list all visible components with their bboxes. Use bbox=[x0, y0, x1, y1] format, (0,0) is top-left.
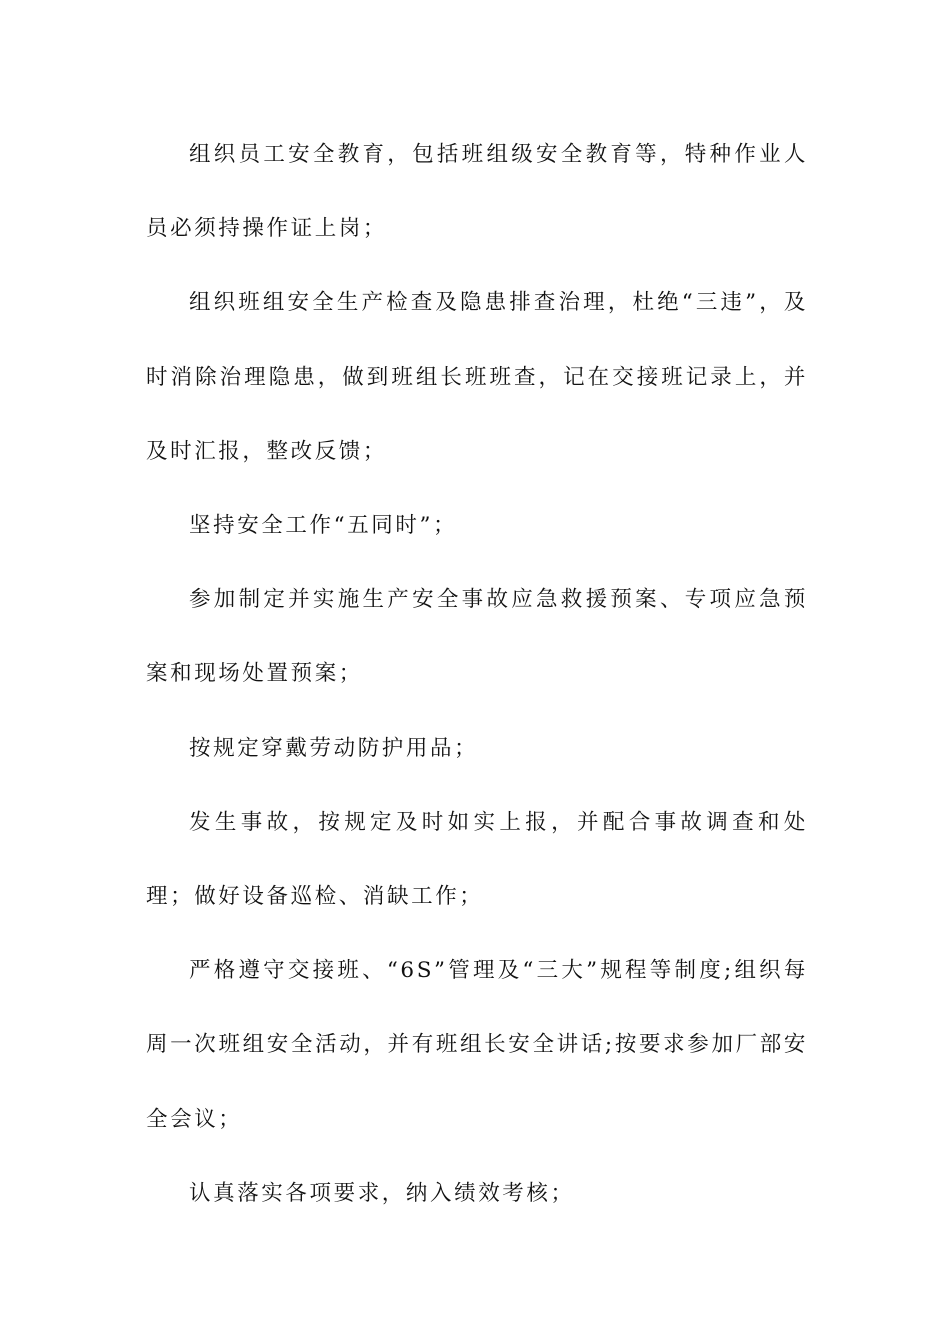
paragraph-performance-assessment: 认真落实各项要求，纳入绩效考核； bbox=[189, 1180, 575, 1206]
paragraph-shift-handover: 严格遵守交接班、“6S”管理及“三大”规程等制度;组织每周一次班组安全活动，并有班组长安全讲话;按要求参加厂部安全会议； bbox=[146, 958, 808, 1132]
paragraph-safety-inspection: 组织班组安全生产检查及隐患排查治理，杜绝“三违”，及时消除治理隐患，做到班组长班班查，记在交接班记录上，并及时汇报，整改反馈； bbox=[146, 290, 808, 464]
paragraph-emergency-plan: 参加制定并实施生产安全事故应急救援预案、专项应急预案和现场处置预案； bbox=[146, 587, 808, 687]
paragraph-five-simultaneous: 坚持安全工作“五同时”； bbox=[189, 513, 458, 539]
document-body bbox=[146, 118, 808, 1231]
paragraph-protective-equipment: 按规定穿戴劳动防护用品； bbox=[189, 735, 479, 761]
paragraph-staff-safety-education: 组织员工安全教育，包括班组级安全教育等，特种作业人员必须持操作证上岗； bbox=[146, 142, 808, 242]
paragraph-accident-reporting: 发生事故，按规定及时如实上报，并配合事故调查和处理；做好设备巡检、消缺工作； bbox=[146, 809, 808, 910]
